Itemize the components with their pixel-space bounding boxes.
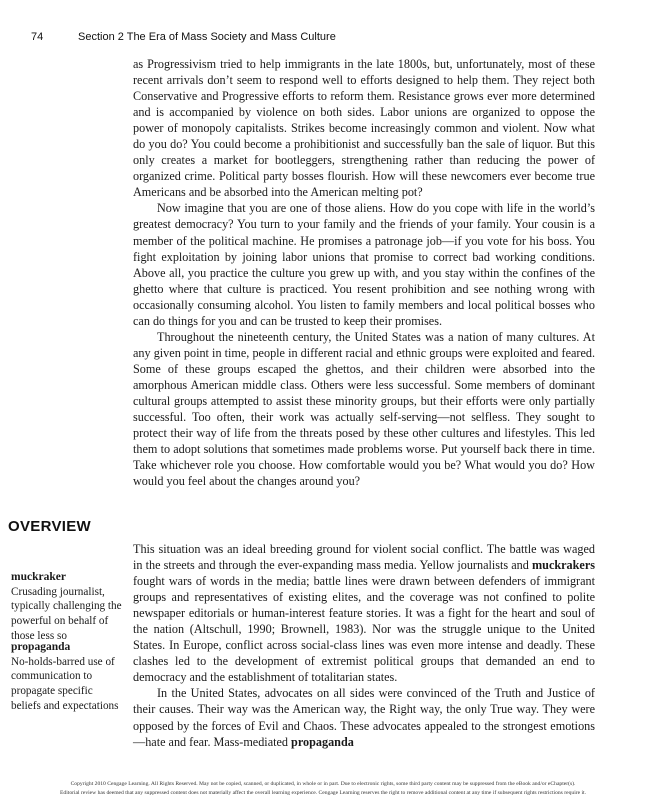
margin-term: muckraker xyxy=(11,571,66,583)
overview-text xyxy=(133,541,595,750)
text-run: In the United States, advocates on all sides were convinced of the Truth and Justice of their causes. Their way was the American way, the Right way, the only True way. They were opposed by the forces of Evil and Chaos. These advocates appealed to the strongest emotions—hate and fear. Mass-mediated xyxy=(133,686,595,749)
page-number: 74 xyxy=(31,31,44,43)
overview-heading: OVERVIEW xyxy=(8,518,91,535)
running-header xyxy=(20,31,626,47)
editorial-notice: Editorial review has deemed that any suppressed content does not materially affect the overall learning experience. Cengage Learning reserves the right to remove additional content at any time if subsequent rights restrictions require it. xyxy=(60,790,586,796)
text-run: This situation was an ideal breeding ground for violent social conflict. The battle was waged in the streets and through the ever-expanding mass media. Yellow journalists and xyxy=(133,542,595,573)
paragraph-2: Now imagine that you are one of those aliens. How do you cope with life in the world’s greatest democracy? You turn to your family and the friends of your family. Your cousin is a member of the political machine. He promises a patronage job—if you vote for his boss. You fight exploitation by joining labor unions that promise to correct bad working conditions. Above all, you practice the culture you grew up with, and you stay within the confines of the ghetto where that culture is practiced. You resent prohibition and see nothing wrong with occasionally consuming alcohol. You listen to family members and local political bosses who can do things for you and can be trusted to keep their promises. xyxy=(133,201,595,328)
paragraph-3: Throughout the nineteenth century, the United States was a nation of many cultures. At any given point in time, people in different racial and ethnic groups were exploited and feared. Some of these groups escaped the ghettos, and their children were absorbed into the amorphous American middle class. Others were less successful. Some members of dominant cultural groups attempted to assist these minority groups, but their efforts were only partially successful. Too often, their work was actually self-serving—not selfless. They sought to protect their way of life from the threats posed by these other cultures and lifestyles. This led them to adopt solutions that sometimes made problems worse. Put yourself back there in time. Take whichever role you choose. How comfortable would you be? What would you do? How would you feel about the changes around you? xyxy=(133,329,595,489)
overview-paragraph-2 xyxy=(133,685,595,749)
paragraph-1: as Progressivism tried to help immigrants in the late 1800s, but, unfortunately, most of these recent arrivals don’t seem to respond well to efforts designed to help them. They reject both Conservative and Progressive efforts to reform them. Resistance grows ever more determined and is accompanied by violence on both sides. Labor unions are organized to oppose the power of monopoly capitalists. Strikes become increasingly common and violent. Now what do you do? You could become a prohibitionist and successfully ban the sale of liquor. But this only creates a market for bootleggers, strengthening rather than reducing the power of organized crime. Political party bosses flourish. How will these newcomers ever become true Americans and be absorbed into the American melting pot? xyxy=(133,57,595,200)
overview-paragraph-1 xyxy=(133,541,595,685)
margin-definition: Crusading journalist, typically challenging the powerful on behalf of those less so xyxy=(11,585,122,642)
key-term: propaganda xyxy=(291,734,354,749)
margin-note-muckraker xyxy=(11,570,123,644)
key-term: muckrakers xyxy=(532,558,595,573)
section-title: Section 2 The Era of Mass Society and Mass Culture xyxy=(78,31,336,43)
margin-note-propaganda xyxy=(11,640,123,714)
copyright-line: Copyright 2010 Cengage Learning. All Rights Reserved. May not be copied, scanned, or duplicated, in whole or in part. Due to electronic rights, some third party content may be suppressed from the eBook and/or eChapter(s). xyxy=(70,781,576,787)
text-run: fought wars of words in the media; battle lines were drawn between defenders of immigrant groups and representatives of existing elites, and the coverage was not confined to polite newspaper editorials or human-interest feature stories. It was a fight for the heart and soul of the nation (Altschull, 1990; Brownell, 1983). Nor was the struggle unique to the United States. In Europe, conflict across social-class lines was even more intense and deadly. These clashes led to the development of extremist political groups that demanded an end to democracy and the establishment of totalitarian states. xyxy=(133,574,595,685)
margin-definition: No-holds-barred use of communication to propagate specific beliefs and expectations xyxy=(11,655,119,712)
intro-text xyxy=(133,56,595,489)
margin-term: propaganda xyxy=(11,641,71,653)
